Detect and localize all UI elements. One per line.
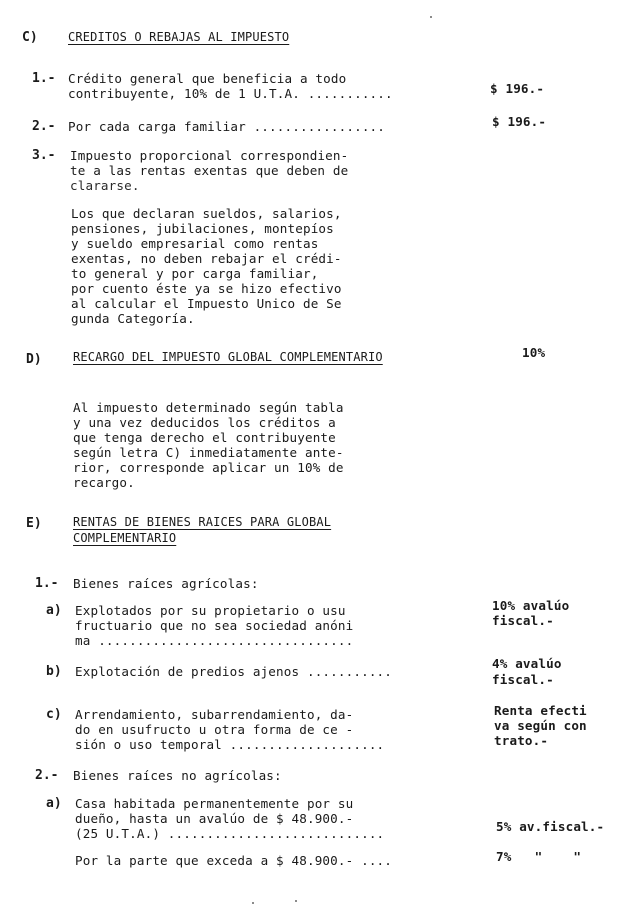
section-c-title: CREDITOS O REBAJAS AL IMPUESTO [68, 30, 290, 44]
item-2a-excess-line: Por la parte que exceda a $ 48.900.- .... [75, 853, 393, 868]
item-1b-value-line-1: 4% avalúo [492, 656, 562, 671]
item-c1-number: 1.- [32, 71, 56, 86]
item-2a-line-3: (25 U.T.A.) ............................ [75, 826, 385, 841]
section-c-note-line-1: Los que declaran sueldos, salarios, [71, 206, 342, 221]
item-1a-value-line-2: fiscal.- [492, 613, 554, 628]
item-c3-line-2: te a las rentas exentas que deben de [70, 163, 349, 178]
section-d-note-line-6: recargo. [73, 475, 135, 490]
item-1a-line-1: Explotados por su propietario o usu [75, 603, 346, 618]
item-c3-line-1: Impuesto proporcional correspondien- [70, 148, 349, 163]
section-c-note-line-7: al calcular el Impuesto Unico de Se [71, 296, 342, 311]
item-1b-value-line-2: fiscal.- [492, 672, 554, 687]
section-e-title-line-2: COMPLEMENTARIO [73, 531, 177, 545]
section-e-letter: E) [26, 516, 42, 531]
group-1-title: Bienes raíces agrícolas: [73, 576, 259, 591]
item-c2-line-1: Por cada carga familiar ................. [68, 119, 386, 134]
section-c-note-line-5: to general y por carga familiar, [71, 266, 319, 281]
section-d-note-line-2: y una vez deducidos los créditos a [73, 415, 336, 430]
item-1a-value-line-1: 10% avalúo [492, 598, 570, 613]
item-c1-value: $ 196.- [490, 81, 545, 96]
item-2a-line-1: Casa habitada permanentemente por su [75, 796, 354, 811]
section-d-note-line-1: Al impuesto determinado según tabla [73, 400, 344, 415]
item-1a-letter: a) [46, 603, 62, 618]
scan-speck [430, 16, 432, 18]
group-1-number: 1.- [35, 576, 59, 591]
item-1c-letter: c) [46, 707, 62, 722]
item-1c-value-line-3: trato.- [494, 733, 549, 748]
item-2a-letter: a) [46, 796, 62, 811]
section-d-note-line-4: según letra C) inmediatamente ante- [73, 445, 344, 460]
item-2a-excess-value: 7% " " [496, 849, 582, 864]
item-c1-line-1: Crédito general que beneficia a todo [68, 71, 347, 86]
item-1b-line-1: Explotación de predios ajenos ........... [75, 664, 393, 679]
item-1c-value-line-1: Renta efecti [494, 703, 587, 718]
item-c3-line-3: clararse. [70, 178, 140, 193]
item-1c-value-line-2: va según con [494, 718, 587, 733]
item-c2-number: 2.- [32, 119, 56, 134]
item-1c-line-3: sión o uso temporal .................... [75, 737, 385, 752]
item-2a-line-2: dueño, hasta un avalúo de $ 48.900.- [75, 811, 354, 826]
section-c-note-line-8: gunda Categoría. [71, 311, 195, 326]
item-1b-letter: b) [46, 664, 62, 679]
item-1a-line-3: ma ................................. [75, 633, 354, 648]
item-c2-value: $ 196.- [492, 114, 547, 129]
item-1c-line-2: do en usufructo u otra forma de ce - [75, 722, 354, 737]
item-2a-value: 5% av.fiscal.- [496, 819, 605, 834]
group-2-number: 2.- [35, 768, 59, 783]
section-c-note-line-4: exentas, no deben rebajar el crédi- [71, 251, 342, 266]
section-c-note-line-6: por cuento éste ya se hizo efectivo [71, 281, 342, 296]
scan-speck [252, 902, 254, 904]
item-1a-line-2: fructuario que no sea sociedad anóni [75, 618, 354, 633]
section-c-note-line-3: y sueldo empresarial como rentas [71, 236, 319, 251]
section-d-value: 10% [522, 345, 546, 360]
section-d-title: RECARGO DEL IMPUESTO GLOBAL COMPLEMENTARIO [73, 350, 383, 364]
item-1c-line-1: Arrendamiento, subarrendamiento, da- [75, 707, 354, 722]
item-c3-number: 3.- [32, 148, 56, 163]
section-d-letter: D) [26, 352, 42, 367]
section-c-note-line-2: pensiones, jubilaciones, montepíos [71, 221, 334, 236]
section-c-letter: C) [22, 30, 38, 45]
section-e-title-line-1: RENTAS DE BIENES RAICES PARA GLOBAL [73, 515, 332, 529]
section-d-note-line-3: que tenga derecho el contribuyente [73, 430, 336, 445]
group-2-title: Bienes raíces no agrícolas: [73, 768, 282, 783]
section-d-note-line-5: rior, corresponde aplicar un 10% de [73, 460, 344, 475]
scan-speck [295, 900, 297, 902]
item-c1-line-2: contribuyente, 10% de 1 U.T.A. ........... [68, 86, 393, 101]
